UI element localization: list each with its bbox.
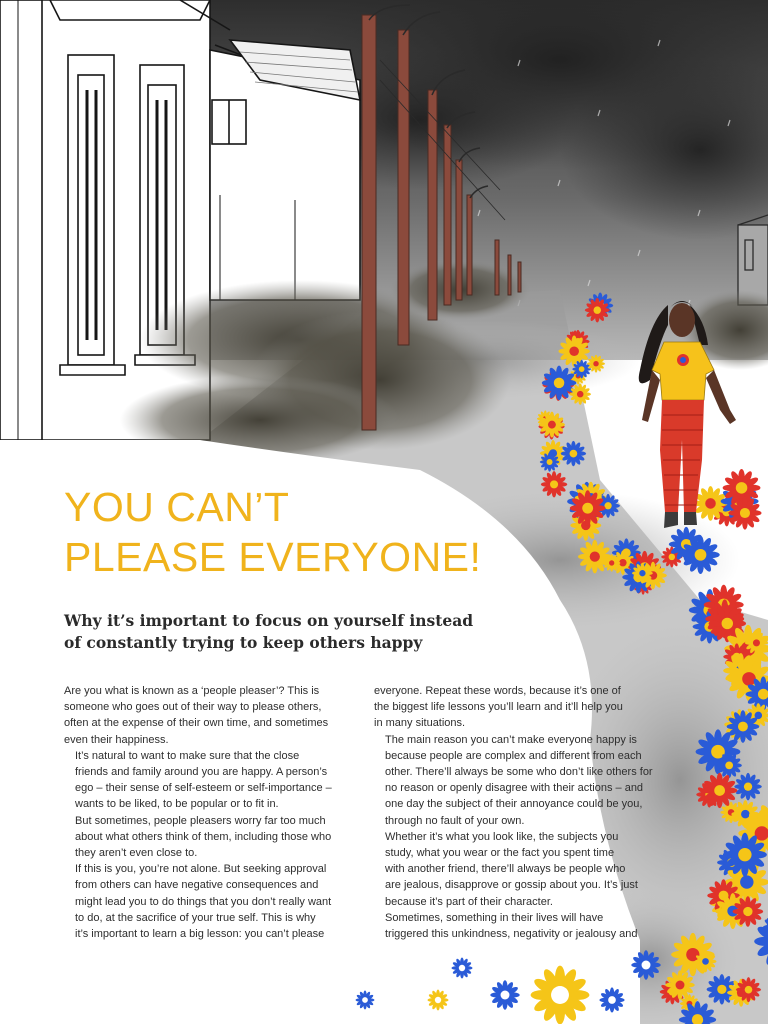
body-line: are jealous, disapprove or gossip about you. It’s just (385, 879, 638, 892)
body-line: Are you what is known as a ‘people pleaser’? This is (64, 685, 320, 697)
headline-line-2: PLEASE EVERYONE! (64, 534, 482, 580)
body-paragraph (64, 748, 346, 813)
body-line: about what others think of them, including those who (75, 830, 332, 843)
body-line: Whether it’s what you look like, the subjects you (385, 830, 619, 843)
body-paragraph (64, 861, 346, 942)
body-line: Sometimes, something in their lives will have (385, 911, 604, 924)
body-line: the biggest life lessons you’ll learn and it’ll help you (374, 701, 623, 714)
body-line: through no fault of your own. (385, 814, 525, 827)
article-headline (64, 482, 481, 582)
body-paragraph (64, 813, 346, 862)
article-standfirst (64, 610, 484, 654)
headline-line-1: YOU CAN’T (64, 484, 290, 530)
body-paragraph (64, 683, 346, 748)
body-line: someone who goes out of their way to please others, (64, 701, 322, 714)
body-line: everyone. Repeat these words, because it’s one of (374, 685, 621, 697)
body-line: study, what you wear or the fact you spent time (385, 847, 615, 860)
body-line: But sometimes, people pleasers worry far too much (75, 814, 326, 827)
body-line: It’s natural to want to make sure that the close (75, 749, 300, 762)
body-line: friends and family around you are happy. A person’s (75, 766, 328, 779)
house-far-left (0, 0, 42, 440)
body-line: might lead you to do things that you don’t really want (75, 895, 332, 908)
body-line: because it’s part of their character. (385, 895, 553, 908)
body-line: in many situations. (374, 717, 466, 730)
body-line: because people are complex and different from each (385, 749, 642, 762)
body-line: If this is you, you’re not alone. But seeking approval (75, 863, 327, 876)
standfirst-line-2: of constantly trying to keep others happy (64, 633, 423, 652)
body-line: from others can have negative consequences and (75, 879, 319, 892)
body-line: wants to be liked, to be popular or to fit in. (75, 798, 279, 811)
body-paragraph (374, 829, 656, 910)
body-line: to do, at the sacrifice of your true self. This is why (75, 911, 316, 924)
body-column-1 (64, 683, 346, 942)
standfirst-line-1: Why it’s important to focus on yourself instead (64, 611, 474, 630)
body-paragraph (374, 732, 656, 829)
body-line: often at the expense of their own time, and sometimes (64, 717, 329, 730)
body-line: ego – their sense of self-esteem or self-importance – (75, 782, 332, 795)
body-line: no reason or openly disagree with their actions – and (385, 782, 644, 795)
body-line: they aren’t even close to. (75, 847, 198, 860)
body-line: The main reason you can’t make everyone happy is (385, 733, 637, 746)
body-line: one day the subject of their annoyance could be you, (385, 798, 643, 811)
body-paragraph (374, 910, 656, 942)
body-line: with another friend, there’ll always be people who (385, 863, 626, 876)
body-line: even their happiness. (64, 733, 169, 746)
body-line: it’s important to learn a big lesson: you can’t please (75, 928, 325, 941)
body-column-2 (374, 683, 656, 942)
body-paragraph (374, 683, 656, 732)
body-line: triggered this unkindness, negativity or jealousy and (385, 928, 638, 941)
body-line: other. There’ll always be some who don’t like others for (385, 766, 653, 779)
